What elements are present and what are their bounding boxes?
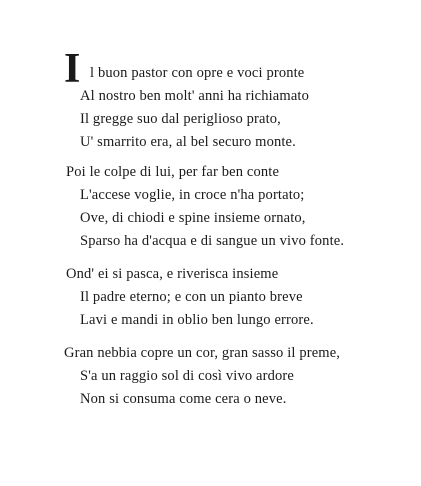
verse-line: Il padre eterno; e con un pianto breve bbox=[80, 289, 303, 305]
verse-line: l buon pastor con opre e voci pronte bbox=[90, 65, 305, 81]
drop-capital: I bbox=[64, 46, 81, 92]
verse-line: Gran nebbia copre un cor, gran sasso il preme, bbox=[64, 345, 341, 361]
verse-line: Ond' ei si pasca, e riverisca insieme bbox=[66, 266, 279, 282]
verse-line: Sparso ha d'acqua e di sangue un vivo fonte. bbox=[80, 233, 345, 249]
verse-line: Poi le colpe di lui, per far ben conte bbox=[66, 164, 280, 180]
verse-line: Lavi e mandi in oblio ben lungo errore. bbox=[80, 312, 314, 328]
verse-line: L'accese voglie, in croce n'ha portato; bbox=[80, 187, 305, 203]
verse-line: U' smarrito era, al bel securo monte. bbox=[80, 134, 296, 150]
verse-line: Non si consuma come cera o neve. bbox=[80, 391, 287, 407]
verse-line: Ove, di chiodi e spine insieme ornato, bbox=[80, 210, 306, 226]
verse-line: S'a un raggio sol di così vivo ardore bbox=[80, 368, 294, 384]
verse-line: Il gregge suo dal periglioso prato, bbox=[80, 111, 281, 127]
verse-line: Al nostro ben molt' anni ha richiamato bbox=[80, 88, 309, 104]
